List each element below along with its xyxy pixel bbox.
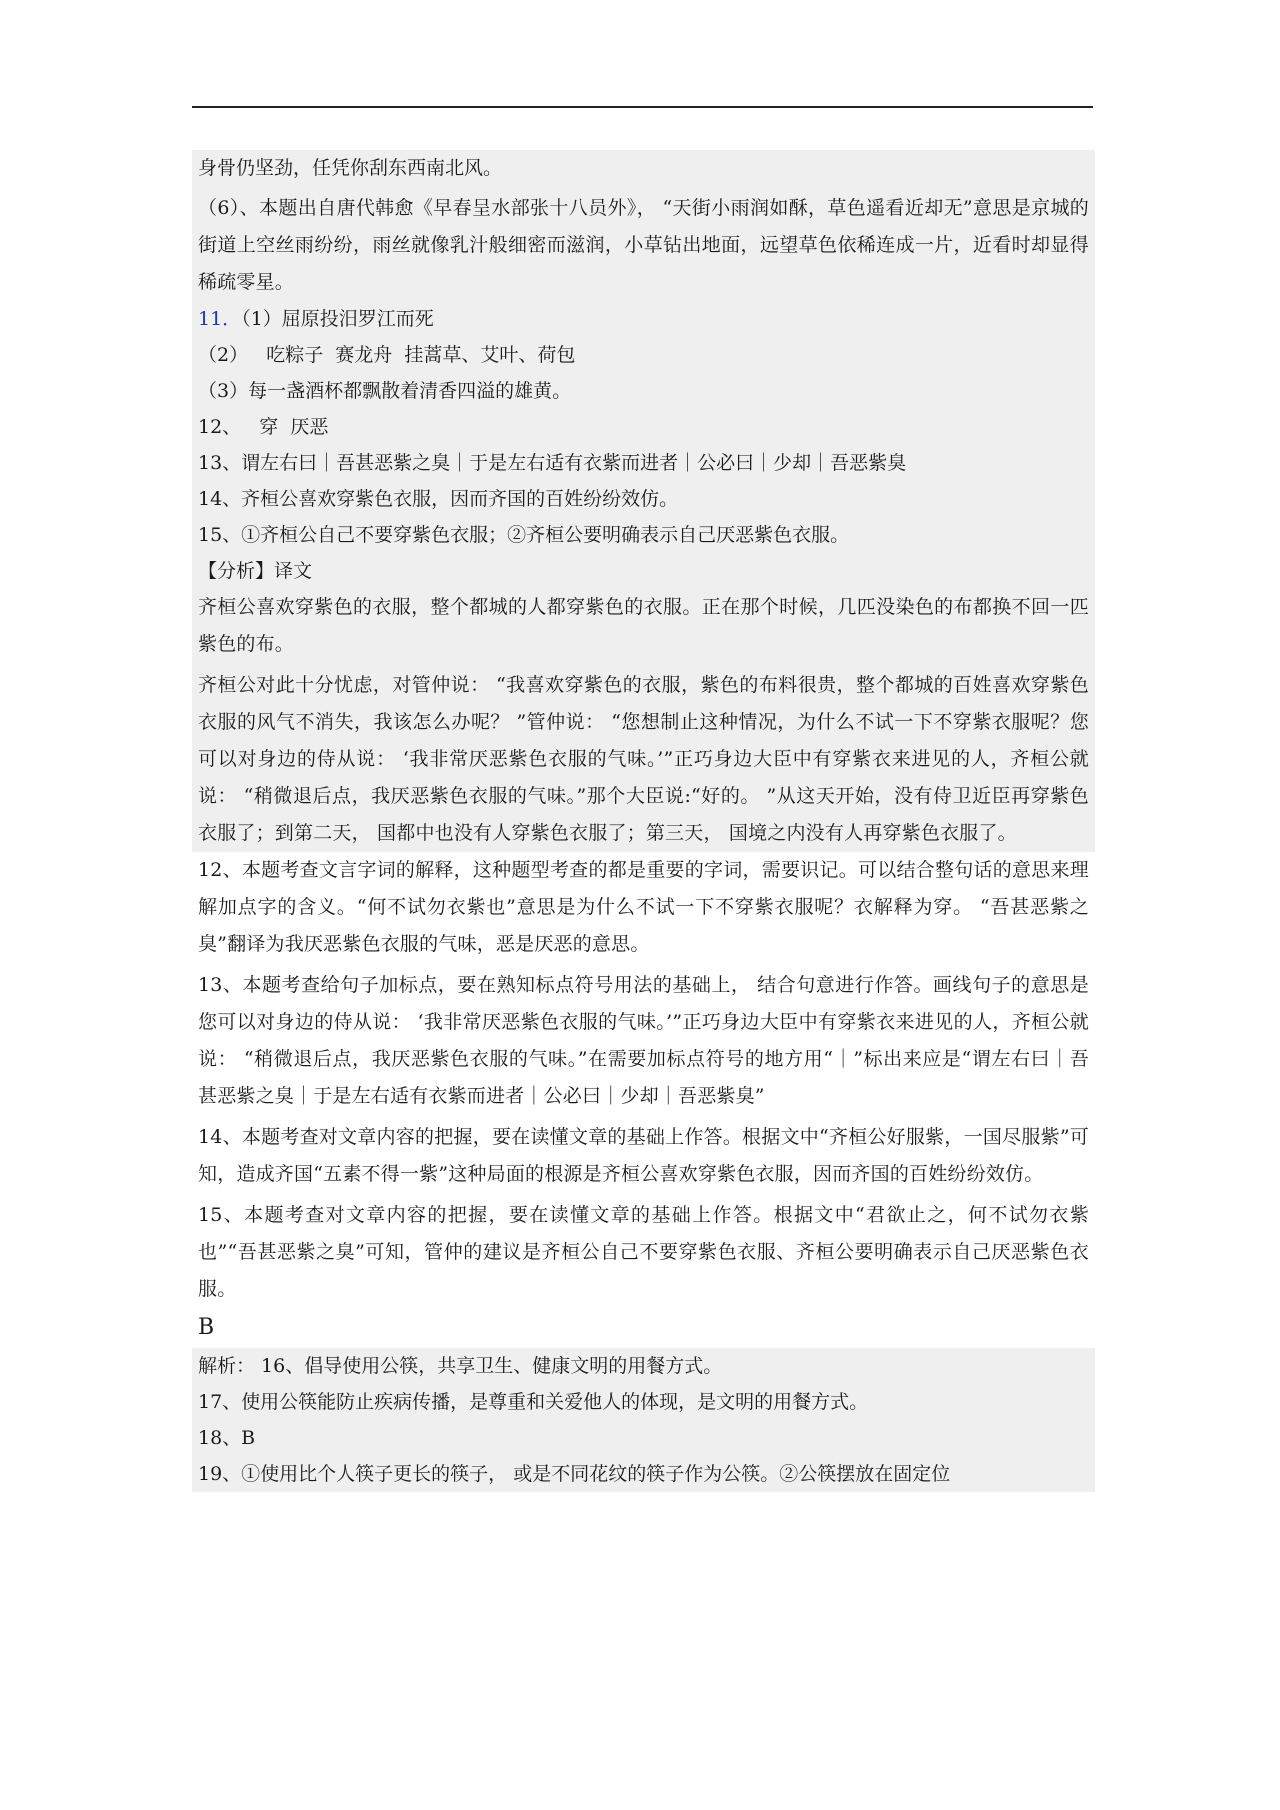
line-q11-c: （3）每一盏酒杯都飘散着清香四溢的雄黄。 <box>198 380 572 402</box>
explain-q15: 15、本题考查对文章内容的把握，要在读懂文章的基础上作答。根据文中“君欲止之，何不试勿衣紫也”“吾甚恶紫之臭”可知，管仲的建议是齐桓公自己不要穿紫色衣服、齐桓公要明确表示自己厌恶紫色衣服。 <box>198 1204 1089 1300</box>
line-q14: 14、齐桓公喜欢穿紫色衣服，因而齐国的百姓纷纷效仿。 <box>198 488 679 510</box>
explain-q12: 12、本题考查文言字词的解释，这种题型考查的都是重要的字词，需要识记。可以结合整句话的意思来理解加点字的含义。“何不试勿衣紫也”意思是为什么不试一下不穿紫衣服呢？衣解释为穿。 “吾甚恶紫之臭”翻译为我厌恶紫色衣服的气味，恶是厌恶的意思。 <box>198 859 1089 955</box>
document-body <box>192 150 1095 1492</box>
para-item-6: （6）、本题出自唐代韩愈《早春呈水部张十八员外》， “天街小雨润如酥，草色遥看近却无”意思是京城的街道上空丝雨纷纷，雨丝就像乳汁般细密而滋润，小草钻出地面，远望草色依稀连成一片，近看时却显得稀疏零星。 <box>198 197 1089 293</box>
explanation-block <box>192 852 1095 1348</box>
explain-q13: 13、本题考查给句子加标点，要在熟知标点符号用法的基础上， 结合句意进行作答。画线句子的意思是您可以对身边的侍从说： ‘我非常厌恶紫色衣服的气味。’”正巧身边大臣中有穿紫衣来进见的人，齐桓公就说： “稍微退后点，我厌恶紫色衣服的气味。”在需要加标点符号的地方用“｜”标出来应是“谓左右曰｜吾甚恶紫之臭｜于是左右适有衣紫而进者｜公必曰｜少却｜吾恶紫臭” <box>198 974 1089 1107</box>
translation-para-2: 齐桓公对此十分忧虑，对管仲说： “我喜欢穿紫色的衣服，紫色的布料很贵，整个都城的百姓喜欢穿紫色衣服的风气不消失，我该怎么办呢？ ”管仲说： “您想制止这种情况，为什么不试一下不穿紫衣服呢？您可以对身边的侍从说： ‘我非常厌恶紫色衣服的气味。’”正巧身边大臣中有穿紫衣来进见的人，齐桓公就说： “稍微退后点，我厌恶紫色衣服的气味。”那个大臣说:“好的。 ”从这天开始，没有侍卫近臣再穿紫色衣服了；到第二天， 国都中也没有人穿紫色衣服了；第三天， 国境之内没有人再穿紫色衣服了。 <box>198 674 1089 844</box>
line-q15: 15、①齐桓公自己不要穿紫色衣服；②齐桓公要明确表示自己厌恶紫色衣服。 <box>198 524 850 546</box>
answer-block-3 <box>192 1348 1095 1492</box>
line-q11-b: （2） 吃粽子 赛龙舟 挂蒿草、艾叶、荷包 <box>198 344 576 366</box>
q11-a-text: （1）屈原投汨罗江而死 <box>241 308 434 330</box>
analysis-heading: 【分析】译文 <box>198 560 313 582</box>
line-poem-ending: 身骨仍坚劲，任凭你刮东西南北风。 <box>198 157 503 179</box>
q11-number: 11． <box>198 308 242 330</box>
line-a18: 18、B <box>198 1427 256 1449</box>
header-rule <box>192 106 1093 108</box>
line-q13: 13、谓左右曰｜吾甚恶紫之臭｜于是左右适有衣紫而进者｜公必曰｜少却｜吾恶紫臭 <box>198 452 907 474</box>
line-q11-a <box>192 301 1095 337</box>
line-a17: 17、使用公筷能防止疾病传播，是尊重和关爱他人的体现，是文明的用餐方式。 <box>198 1391 869 1413</box>
explain-q14: 14、本题考查对文章内容的把握，要在读懂文章的基础上作答。根据文中“齐桓公好服紫，一国尽服紫”可知，造成齐国“五素不得一紫”这种局面的根源是齐桓公喜欢穿紫色衣服，因而齐国的百姓纷纷效仿。 <box>198 1126 1089 1185</box>
line-q12: 12、 穿 厌恶 <box>198 416 329 438</box>
translation-para-1: 齐桓公喜欢穿紫色的衣服，整个都城的人都穿紫色的衣服。正在那个时候，几匹没染色的布都换不回一匹紫色的布。 <box>198 596 1089 655</box>
line-a16: 解析： 16、倡导使用公筷，共享卫生、健康文明的用餐方式。 <box>198 1355 723 1377</box>
answer-letter-b: B <box>198 1315 215 1340</box>
answer-block-1 <box>192 150 1095 852</box>
line-a19: 19、①使用比个人筷子更长的筷子， 或是不同花纹的筷子作为公筷。②公筷摆放在固定位 <box>198 1463 951 1485</box>
